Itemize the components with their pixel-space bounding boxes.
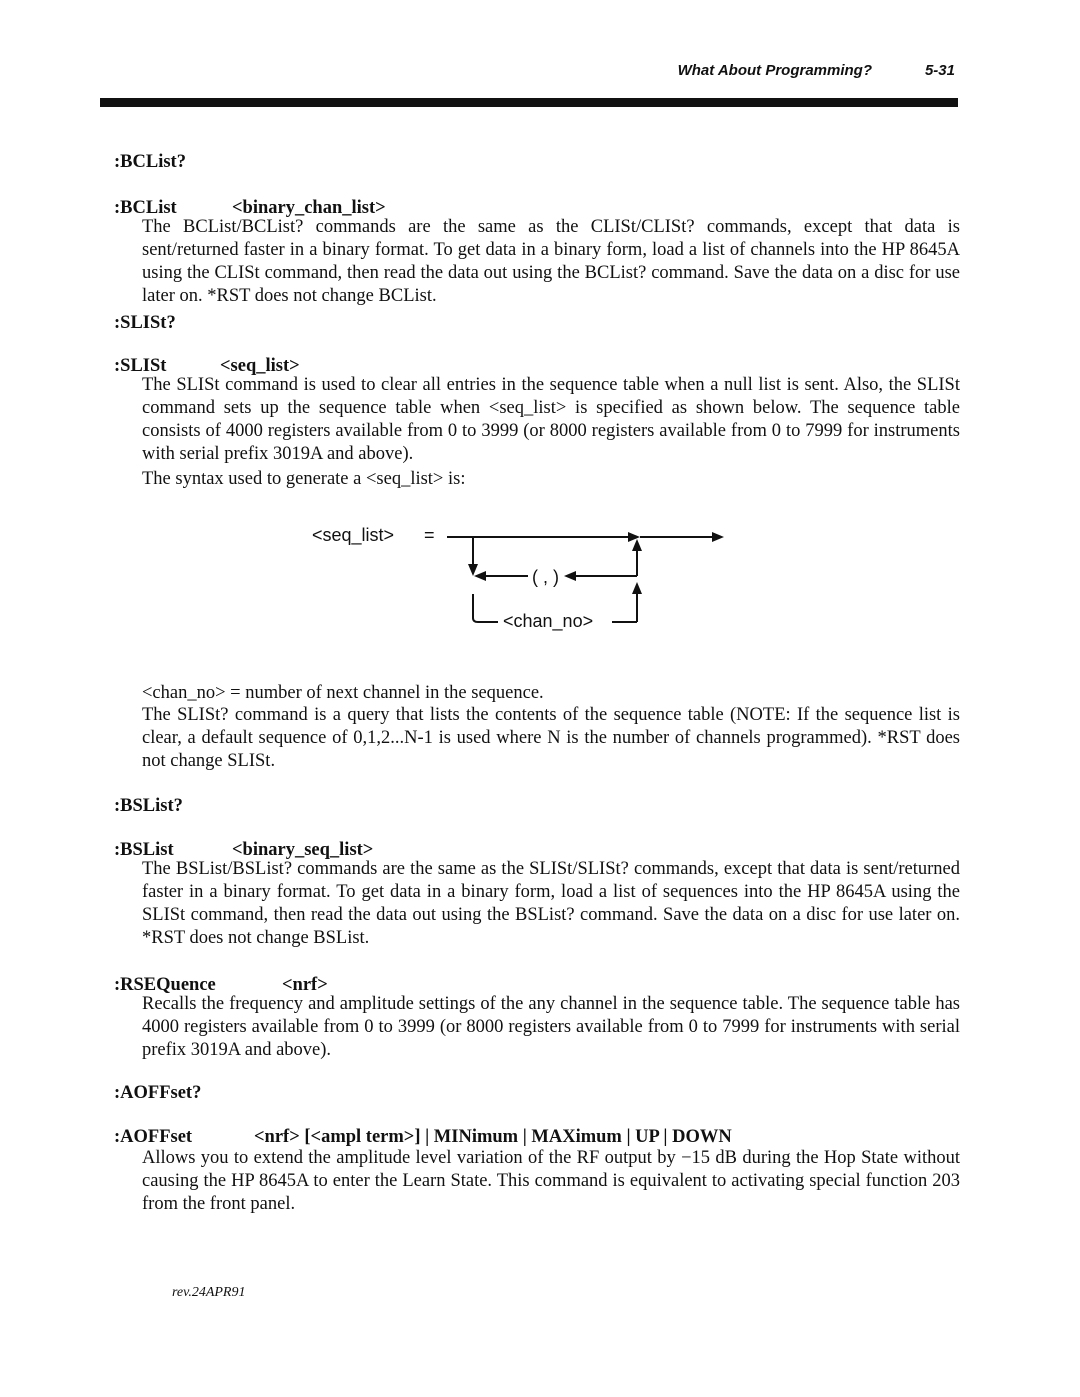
bslist-query-heading: :BSList? [114,796,183,816]
slist-description: The SLISt command is used to clear all entries in the sequence table when a null list is sent. Also, the SLISt command sets up the sequence table when <seq_list> is specified as shown below. The sequence table consists of 4000 registers available from 0 to 3999 (or 8000 registers available from 0 to 7999 for instruments with serial prefix 3019A and above). [142,375,960,464]
aoffset-parameter: <nrf> [<ampl term>] | MINimum | MAXimum | UP | DOWN [254,1127,732,1147]
aoffset-command-heading: :AOFFset [114,1127,193,1147]
diagram-arrow-up-sep [632,539,642,551]
revision-footer: rev.24APR91 [172,1285,246,1300]
running-header-title: What About Programming? [677,62,872,79]
rsequence-command-heading: :RSEQuence [114,975,216,995]
aoffset-query-heading: :AOFFset? [114,1083,202,1103]
bslist-description: The BSList/BSList? commands are the same as the SLISt/SLISt? commands, except that data is sent/returned faster in a binary format. To get data in a binary form, load a list of sequences into the HP 8645A using the SLISt command, then read the data out using the BSList? command. Save the data on a disc for use later on. *RST does not change BSList. [142,859,960,948]
diagram-separator-label: ( , ) [532,567,559,587]
slist-syntax-intro: The syntax used to generate a <seq_list> is: [142,469,466,489]
chan-no-definition: <chan_no> = number of next channel in the sequence. [142,683,544,703]
bslist-parameter: <binary_seq_list> [232,840,374,860]
diagram-arrow-down [468,564,478,576]
bclist-query-heading: :BCList? [114,152,186,172]
diagram-arrow-left [474,571,486,581]
slist-query-description: The SLISt? command is a query that lists the contents of the sequence table (NOTE: If the sequence list is clear, a default sequence of 0,1,2...N-1 is used where N is the number of channels programmed). *RST does not change SLISt. [142,705,960,771]
diagram-arrow-up-elem [632,582,642,594]
slist-command-heading: :SLISt [114,356,167,376]
aoffset-description: Allows you to extend the amplitude level variation of the RF output by −15 dB during the Hop State without causing the HP 8645A to enter the Learn State. This command is equivalent to activating special function 203 from the front panel. [142,1148,960,1214]
diagram-arrow-exit [712,532,724,542]
diagram-arrow-main [628,532,640,542]
slist-query-heading: :SLISt? [114,313,176,333]
diagram-lower-curve [473,618,498,622]
bclist-parameter: <binary_chan_list> [232,198,386,218]
diagram-arrow-left-2 [564,571,576,581]
page-number: 5-31 [924,62,955,79]
bclist-command-heading: :BCList [114,198,177,218]
bslist-command-heading: :BSList [114,840,174,860]
rsequence-description: Recalls the frequency and amplitude settings of the any channel in the sequence table. The sequence table has 4000 registers available from 0 to 3999 (or 8000 registers available from 0 to 7999 for instruments with serial prefix 3019A and above). [142,994,960,1060]
diagram-lhs-label: <seq_list> [312,525,395,545]
diagram-equals: = [424,525,435,545]
slist-parameter: <seq_list> [220,356,300,376]
rsequence-parameter: <nrf> [282,975,328,995]
diagram-element-label: <chan_no> [503,611,594,631]
bclist-description: The BCList/BCList? commands are the same as the CLISt/CLISt? commands, except that data is sent/returned faster in a binary format. To get data in a binary form, load a list of channels into the HP 8645A using the CLISt command, then read the data out using the BCList? command. Save the data on a disc for use later on. *RST does not change BCList. [142,217,960,306]
